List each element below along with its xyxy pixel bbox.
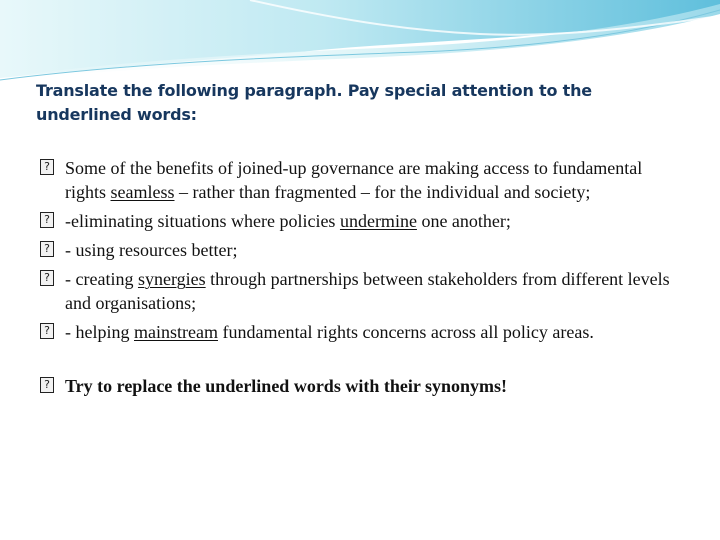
bullet-text-after: fundamental rights concerns across all policy areas. <box>217 322 594 342</box>
missing-glyph-box-icon: ? <box>40 241 54 257</box>
missing-glyph-box-icon: ? <box>40 159 54 175</box>
missing-glyph-box-icon: ? <box>40 270 54 286</box>
bullet-item <box>40 320 680 344</box>
underlined-word: undermine <box>339 211 417 231</box>
missing-glyph-box-icon: ? <box>40 377 54 393</box>
bullet-item <box>40 238 680 262</box>
final-instruction <box>40 374 680 398</box>
missing-glyph-box-icon: ? <box>40 323 54 339</box>
bullet-text-after: – rather than fragmented – for the individual and society; <box>174 182 591 202</box>
bullet-text-before: Some of the benefits of joined-up governance are making access to fundamental rights <box>65 158 643 202</box>
bullet-text-after: through partnerships between stakeholders from different levels and organisations; <box>65 269 670 313</box>
decorative-wave-banner <box>0 0 720 90</box>
bullet-text-before: - helping <box>65 322 134 342</box>
bullet-item <box>40 156 680 204</box>
final-instruction-text: Try to replace the underlined words with their synonyms! <box>65 376 508 396</box>
bullet-item <box>40 267 680 315</box>
bullet-item <box>40 209 680 233</box>
bullet-list <box>40 156 680 403</box>
underlined-word: mainstream <box>134 322 218 342</box>
bullet-text-after: one another; <box>416 211 511 231</box>
underlined-word: synergies <box>137 269 206 289</box>
bullet-text-before: -eliminating situations where policies <box>65 211 340 231</box>
missing-glyph-box-icon: ? <box>40 212 54 228</box>
bullet-text-before: - creating <box>65 269 138 289</box>
underlined-word: seamless <box>110 182 175 202</box>
slide-title: Translate the following paragraph. Pay special attention to the underlined words: <box>36 81 592 124</box>
bullet-text: - using resources better; <box>65 240 238 260</box>
